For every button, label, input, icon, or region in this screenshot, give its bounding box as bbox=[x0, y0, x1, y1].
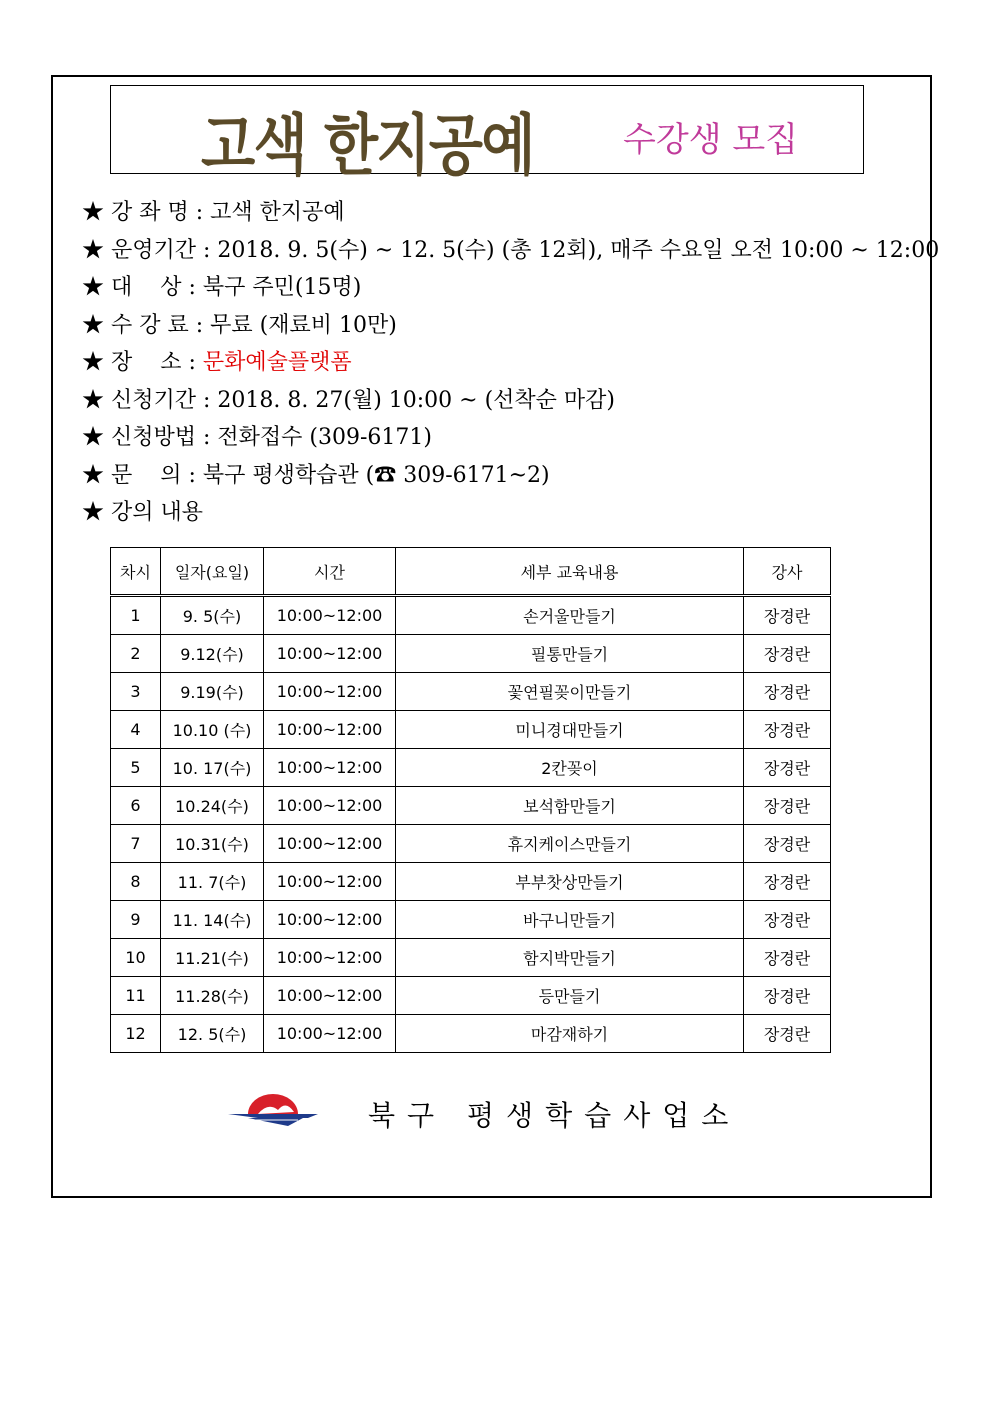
info-value: 2018. 8. 27(월) 10:00 ~ (선착순 마감) bbox=[217, 387, 616, 413]
info-label: ★ 대 상 : bbox=[82, 275, 203, 300]
table-row bbox=[111, 977, 831, 1015]
info-label: ★ 강의 내용 bbox=[82, 500, 203, 525]
column-header: 일자(요일) bbox=[161, 548, 264, 596]
table-cell: 보석함만들기 bbox=[396, 787, 744, 825]
table-cell: 2 bbox=[111, 635, 161, 673]
table-cell: 10:00~12:00 bbox=[264, 939, 396, 977]
info-line bbox=[82, 233, 939, 264]
table-cell: 10:00~12:00 bbox=[264, 901, 396, 939]
table-cell: 10:00~12:00 bbox=[264, 863, 396, 901]
table-cell: 장경란 bbox=[744, 711, 831, 749]
table-cell: 12 bbox=[111, 1015, 161, 1053]
table-cell: 마감재하기 bbox=[396, 1015, 744, 1053]
table-cell: 꽃연필꽂이만들기 bbox=[396, 673, 744, 711]
column-header: 세부 교육내용 bbox=[396, 548, 744, 596]
info-line bbox=[82, 495, 203, 526]
table-cell: 7 bbox=[111, 825, 161, 863]
info-line bbox=[82, 195, 345, 226]
table-cell: 12. 5(수) bbox=[161, 1015, 264, 1053]
table-cell: 장경란 bbox=[744, 749, 831, 787]
table-cell: 장경란 bbox=[744, 901, 831, 939]
table-cell: 등만들기 bbox=[396, 977, 744, 1015]
info-value: 전화접수 (309-6171) bbox=[217, 425, 432, 450]
table-cell: 5 bbox=[111, 749, 161, 787]
table-cell: 11.28(수) bbox=[161, 977, 264, 1015]
table-cell: 8 bbox=[111, 863, 161, 901]
table-cell: 장경란 bbox=[744, 635, 831, 673]
info-line bbox=[82, 383, 615, 414]
table-cell: 10:00~12:00 bbox=[264, 1015, 396, 1053]
column-header: 시간 bbox=[264, 548, 396, 596]
organization-name: 북구 평생학습사업소 bbox=[368, 1099, 741, 1132]
table-cell: 10.24(수) bbox=[161, 787, 264, 825]
table-cell: 10:00~12:00 bbox=[264, 977, 396, 1015]
table-cell: 11. 14(수) bbox=[161, 901, 264, 939]
table-cell: 9.12(수) bbox=[161, 635, 264, 673]
table-cell: 11. 7(수) bbox=[161, 863, 264, 901]
table-row bbox=[111, 901, 831, 939]
info-line bbox=[82, 420, 432, 451]
table-cell: 11.21(수) bbox=[161, 939, 264, 977]
info-label: ★ 수 강 료 : bbox=[82, 312, 211, 338]
table-cell: 9. 5(수) bbox=[161, 596, 264, 635]
column-header: 강사 bbox=[744, 548, 831, 596]
table-cell: 3 bbox=[111, 673, 161, 711]
table-row bbox=[111, 787, 831, 825]
table-cell: 부부찻상만들기 bbox=[396, 863, 744, 901]
info-line bbox=[82, 270, 361, 301]
table-cell: 10:00~12:00 bbox=[264, 635, 396, 673]
organization-logo bbox=[228, 1092, 318, 1132]
info-value: 무료 (재료비 10만) bbox=[210, 312, 397, 338]
schedule-table bbox=[110, 547, 831, 1053]
info-value: 북구 평생학습관 (☎ 309-6171~2) bbox=[202, 462, 550, 488]
info-value: 2018. 9. 5(수) ~ 12. 5(수) (총 12회), 매주 수요일 오전 10:00 ~ 12:00 bbox=[217, 237, 940, 263]
table-row bbox=[111, 939, 831, 977]
info-value: 문화예술플랫폼 bbox=[202, 350, 352, 375]
table-cell: 장경란 bbox=[744, 939, 831, 977]
table-cell: 10:00~12:00 bbox=[264, 596, 396, 635]
table-cell: 장경란 bbox=[744, 977, 831, 1015]
table-cell: 장경란 bbox=[744, 863, 831, 901]
table-cell: 10:00~12:00 bbox=[264, 673, 396, 711]
table-cell: 장경란 bbox=[744, 787, 831, 825]
info-label: ★ 운영기간 : bbox=[82, 237, 218, 263]
info-value: 고색 한지공예 bbox=[210, 200, 345, 225]
table-cell: 6 bbox=[111, 787, 161, 825]
table-row bbox=[111, 635, 831, 673]
table-cell: 장경란 bbox=[744, 673, 831, 711]
info-label: ★ 문 의 : bbox=[82, 462, 203, 488]
info-label: ★ 강 좌 명 : bbox=[82, 200, 211, 225]
table-cell: 휴지케이스만들기 bbox=[396, 825, 744, 863]
table-cell: 10 bbox=[111, 939, 161, 977]
table-cell: 10.31(수) bbox=[161, 825, 264, 863]
table-cell: 10.10 (수) bbox=[161, 711, 264, 749]
table-cell: 장경란 bbox=[744, 825, 831, 863]
table-cell: 2칸꽂이 bbox=[396, 749, 744, 787]
table-cell: 10:00~12:00 bbox=[264, 825, 396, 863]
table-row bbox=[111, 596, 831, 635]
table-cell: 4 bbox=[111, 711, 161, 749]
info-label: ★ 신청방법 : bbox=[82, 425, 218, 450]
table-cell: 장경란 bbox=[744, 1015, 831, 1053]
column-header: 차시 bbox=[111, 548, 161, 596]
page-title: 고색 한지공예 bbox=[201, 107, 534, 184]
table-row bbox=[111, 711, 831, 749]
table-cell: 9.19(수) bbox=[161, 673, 264, 711]
table-row bbox=[111, 825, 831, 863]
info-line bbox=[82, 308, 397, 339]
table-cell: 10:00~12:00 bbox=[264, 787, 396, 825]
table-row bbox=[111, 749, 831, 787]
table-cell: 10:00~12:00 bbox=[264, 749, 396, 787]
info-value: 북구 주민(15명) bbox=[202, 275, 362, 300]
table-cell: 9 bbox=[111, 901, 161, 939]
table-cell: 미니경대만들기 bbox=[396, 711, 744, 749]
table-cell: 필통만들기 bbox=[396, 635, 744, 673]
table-cell: 바구니만들기 bbox=[396, 901, 744, 939]
table-cell: 11 bbox=[111, 977, 161, 1015]
page-subtitle: 수강생 모집 bbox=[623, 120, 799, 160]
table-row bbox=[111, 1015, 831, 1053]
table-row bbox=[111, 673, 831, 711]
table-cell: 함지박만들기 bbox=[396, 939, 744, 977]
table-cell: 10:00~12:00 bbox=[264, 711, 396, 749]
table-cell: 장경란 bbox=[744, 596, 831, 635]
table-cell: 10. 17(수) bbox=[161, 749, 264, 787]
table-cell: 손거울만들기 bbox=[396, 596, 744, 635]
info-line bbox=[82, 345, 352, 376]
info-label: ★ 신청기간 : bbox=[82, 387, 218, 413]
table-row bbox=[111, 863, 831, 901]
title-box bbox=[110, 85, 864, 184]
info-label: ★ 장 소 : bbox=[82, 350, 203, 375]
table-cell: 1 bbox=[111, 596, 161, 635]
info-line bbox=[82, 458, 550, 489]
